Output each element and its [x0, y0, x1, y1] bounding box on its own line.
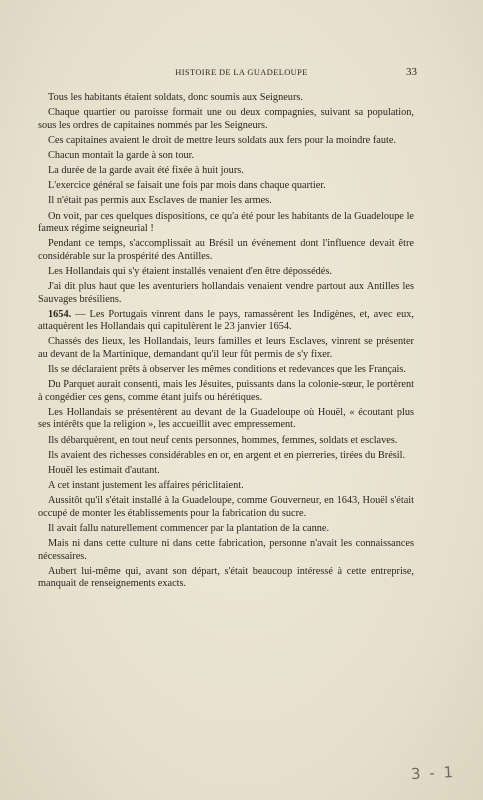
body-text	[38, 92, 414, 593]
paragraph: Les Hollandais se présentèrent au devant de la Guadeloupe où Houël, « écoutant plus ses intérêts que la religion », les accueillit avec empressement.	[38, 406, 414, 431]
paragraph: J'ai dit plus haut que les aventuriers hollandais venaient vendre partout aux Antilles les Sauvages brésiliens.	[38, 281, 414, 305]
paragraph: On voit, par ces quelques dispositions, ce qu'a été pour les habitants de la Guadeloupe le fameux régime seigneurial !	[38, 210, 414, 235]
paragraph: Houël les estimait d'autant.	[48, 464, 160, 476]
paragraph-1654	[38, 309, 414, 334]
paragraph: Mais ni dans cette culture ni dans cette fabrication, personne n'avait les connaissances nécessaires.	[38, 538, 414, 562]
paragraph-1654-text: — Les Portugais vinrent dans le pays, ramassèrent les Indigènes, et, avec eux, attaquèrent les Hollandais qui capitulèrent le 23 janvier 1654.	[38, 308, 414, 333]
paragraph: Chacun montait la garde à son tour.	[48, 149, 195, 161]
paragraph: Ces capitaines avaient le droit de mettre leurs soldats aux fers pour la moindre faute.	[48, 134, 396, 146]
paragraph: Aubert lui-même qui, avant son départ, s'était beaucoup intéressé à cette entreprise, manquait de renseignements exacts.	[38, 565, 414, 590]
handwritten-annotation: 3 - 1	[410, 762, 456, 784]
paragraph: Il n'était pas permis aux Esclaves de manier les armes.	[48, 195, 272, 207]
paragraph: Ils débarquèrent, en tout neuf cents personnes, hommes, femmes, soldats et esclaves.	[48, 434, 398, 446]
paragraph: Pendant ce temps, s'accomplissait au Brésil un événement dont l'influence devait être considérable sur la prospérité des Antilles.	[38, 238, 414, 262]
paragraph: La durée de la garde avait été fixée à huit jours.	[48, 165, 244, 177]
paragraph: L'exercice général se faisait une fois par mois dans chaque quartier.	[48, 180, 326, 192]
paragraph: Du Parquet aurait consenti, mais les Jésuites, puissants dans la colonie-sœur, le portèrent à congédier ces gens, comme étant juifs ou hérétiques.	[38, 379, 414, 403]
paragraph: Tous les habitants étaient soldats, donc soumis aux Seigneurs.	[48, 92, 303, 103]
paragraph: Ils se déclaraient prêts à observer les mêmes conditions et redevances que les Français.	[48, 364, 406, 376]
paragraph: Ils avaient des richesses considérables en or, en argent et en pierreries, tirées du Brésil.	[48, 449, 406, 461]
page-number: 33	[406, 66, 417, 78]
paragraph: Les Hollandais qui s'y étaient installés venaient d'en être dépossédés.	[48, 265, 332, 277]
page-header	[0, 66, 483, 82]
year-heading: 1654.	[48, 308, 72, 320]
paragraph: Chassés des lieux, les Hollandais, leurs familles et leurs Esclaves, vinrent se présenter au devant de la Martinique, demandant qu'il leur fût permis de s'y fixer.	[38, 336, 414, 360]
paragraph: Il avait fallu naturellement commencer par la plantation de la canne.	[48, 522, 330, 534]
paragraph: Aussitôt qu'il s'était installé à la Guadeloupe, comme Gouverneur, en 1643, Houël s'était occupé de monter les établissements pour la fabrication du sucre.	[38, 495, 414, 519]
paragraph: Chaque quartier ou paroisse formait une ou deux compagnies, suivant sa population, sous les ordres de capitaines nommés par les Seigneurs.	[38, 107, 414, 131]
running-head: HISTOIRE DE LA GUADELOUPE	[175, 68, 308, 77]
paragraph: A cet instant justement les affaires périclitaient.	[48, 480, 244, 492]
